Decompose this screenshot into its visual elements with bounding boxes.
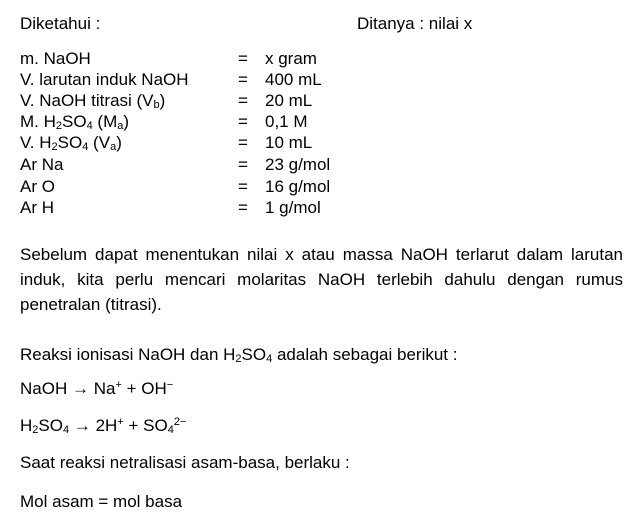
given-row-molarity-acid xyxy=(20,112,620,132)
given-row-volume-acid xyxy=(20,133,620,153)
given-label: V. NaOH titrasi $(V_b)$ xyxy=(20,91,166,111)
given-label: Ar O xyxy=(20,177,55,196)
given-label: M. $H_2SO_4$ $(M_a)$ xyxy=(20,112,130,132)
reaction-intro: Reaksi ionisasi NaOH dan $H_2SO_4$ adalah sebagai berikut : xyxy=(20,345,458,365)
equals-sign: = xyxy=(238,112,248,131)
reaction-h2so4-ionization: $H_2SO_4 \to 2H^+ + SO_4^{2-}$ xyxy=(20,416,187,436)
neutralization-note: Saat reaksi netralisasi asam-basa, berlaku : xyxy=(20,453,350,472)
arrow-icon: → xyxy=(73,416,91,435)
given-label: V. larutan induk NaOH xyxy=(20,70,189,89)
given-value: 1 g/mol xyxy=(265,198,321,217)
given-label: V. $H_2SO_4$ $(V_a)$ xyxy=(20,133,122,153)
given-value: 10 mL xyxy=(265,133,313,152)
given-row-volume-naoh-titration xyxy=(20,91,620,111)
mol-equation: Mol asam = mol basa xyxy=(20,492,183,511)
given-label: Ar H xyxy=(20,198,54,217)
given-value: 400 mL xyxy=(265,70,322,89)
given-row-ar-o xyxy=(20,177,620,197)
given-row-ar-h xyxy=(20,198,620,218)
equals-sign: = xyxy=(238,49,248,68)
equals-sign: = xyxy=(238,177,248,196)
known-label: Diketahui : xyxy=(20,14,101,33)
given-label: m. NaOH xyxy=(20,49,91,68)
given-label: Ar Na xyxy=(20,155,64,174)
given-value: 0,1 M xyxy=(265,112,308,131)
given-value: 16 g/mol xyxy=(265,177,331,196)
given-value: 23 g/mol xyxy=(265,155,331,174)
equals-sign: = xyxy=(238,155,248,174)
explanation-paragraph: Sebelum dapat menentukan nilai x atau massa NaOH terlarut dalam larutan induk, kita perlu mencari molaritas NaOH terlebih dahulu dengan rumus penetralan (titrasi). xyxy=(20,245,623,314)
equals-sign: = xyxy=(238,91,248,110)
arrow-icon: → xyxy=(71,379,89,398)
given-row-volume-stock xyxy=(20,70,620,90)
given-row-mass-naoh xyxy=(20,49,620,69)
given-value: 20 mL xyxy=(265,91,313,110)
asked-label: Ditanya : nilai x xyxy=(357,14,473,33)
reaction-naoh-ionization: NaOH → Na+ + OH− xyxy=(20,379,174,398)
equals-sign: = xyxy=(238,198,248,217)
given-value: x gram xyxy=(265,49,317,68)
equals-sign: = xyxy=(238,70,248,89)
equals-sign: = xyxy=(238,133,248,152)
given-row-ar-na xyxy=(20,155,620,175)
